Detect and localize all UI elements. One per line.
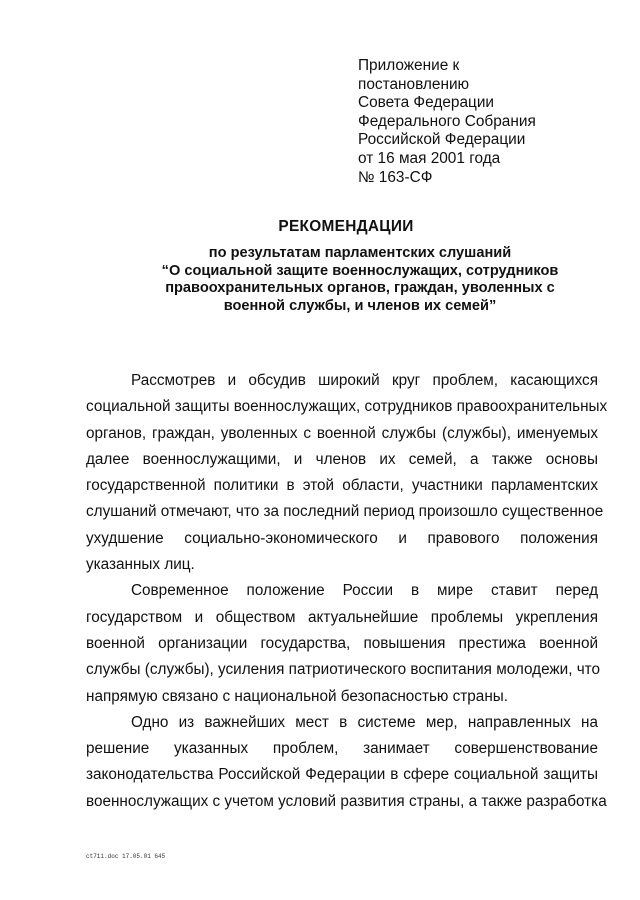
- paragraph-line: Одно из важнейших мест в системе мер, направленных на: [131, 713, 598, 731]
- annex-line: постановлению: [358, 75, 470, 93]
- document-subtitle: [110, 245, 610, 315]
- subtitle-line: “О социальной защите военнослужащих, сотрудников: [161, 262, 559, 279]
- annex-line: Федерального Собрания: [358, 112, 536, 130]
- annex-line: Российской Федерации: [358, 131, 526, 149]
- paragraph-line: ухудшение социально-экономического и правового положения: [86, 529, 598, 547]
- document-title: РЕКОМЕНДАЦИИ: [278, 218, 414, 235]
- paragraph-line: слушаний отмечают, что за последний период произошло существенное: [86, 503, 604, 521]
- paragraph-line: военнослужащих с учетом условий развития страны, а также разработка: [86, 792, 607, 810]
- paragraph-line: указанных лиц.: [86, 556, 195, 574]
- paragraph-line: органов, граждан, уволенных с военной службы (службы), именуемых: [86, 424, 598, 442]
- paragraph-line: государством и обществом актуальнейшие проблемы укрепления: [86, 608, 598, 626]
- annex-line: от 16 мая 2001 года: [358, 149, 501, 167]
- paragraph-line: социальной защиты военнослужащих, сотрудников правоохранительных: [86, 398, 608, 416]
- footer-file-code: ct711.doc 17.05.01 645: [86, 853, 166, 860]
- annex-line: № 163-СФ: [358, 168, 433, 186]
- body-text: [86, 368, 608, 815]
- paragraph-line: службы (службы), усиления патриотического воспитания молодежи, что: [86, 661, 601, 679]
- annex-line: Совета Федерации: [358, 94, 495, 112]
- paragraph-line: законодательства Российской Федерации в сфере социальной защиты: [86, 766, 598, 784]
- subtitle-line: военной службы, и членов их семей”: [223, 297, 497, 314]
- paragraph-line: Современное положение России в мире ставит перед: [131, 582, 598, 600]
- paragraph-line: далее военнослужащими, и членов их семей, а также основы: [86, 450, 598, 468]
- annex-block: [358, 57, 608, 187]
- paragraph-line: военной организации государства, повышения престижа военной: [86, 634, 598, 652]
- paragraph-line: Рассмотрев и обсудив широкий круг проблем, касающихся: [131, 372, 598, 389]
- paragraph-line: решение указанных проблем, занимает совершенствование: [86, 740, 598, 758]
- subtitle-line: по результатам парламентских слушаний: [208, 245, 512, 261]
- paragraph-line: государственной политики в этой области, участники парламентских: [86, 477, 598, 495]
- paragraph-line: напрямую связано с национальной безопасностью страны.: [86, 687, 509, 705]
- subtitle-line: правоохранительных органов, граждан, уволенных с: [165, 280, 555, 297]
- annex-line: Приложение к: [358, 57, 460, 74]
